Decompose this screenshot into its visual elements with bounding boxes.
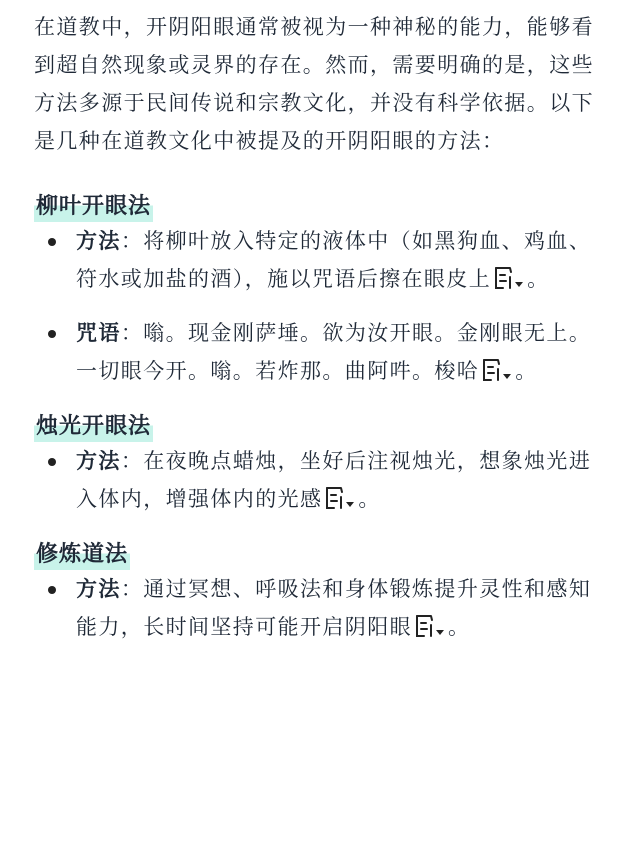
section-candlelight [34,412,610,518]
document-reference-icon[interactable] [481,358,513,382]
list-item [34,442,610,518]
list-item [34,222,610,298]
list-item [34,570,610,646]
item-text: 在夜晚点蜡烛，坐好后注视烛光，想象烛光进入体内，增强体内的光感 [76,449,592,511]
bullet-icon [48,238,56,246]
section-willow-leaf [34,192,610,390]
section-title: 烛光开眼法 [34,412,153,442]
item-end: 。 [515,359,538,383]
document-reference-icon[interactable] [324,486,356,510]
list-item [34,314,610,390]
item-text: 将柳叶放入特定的液体中（如黑狗血、鸡血、符水或加盐的酒），施以咒语后擦在眼皮上 [76,229,592,291]
document-reference-icon[interactable] [493,266,525,290]
intro-paragraph: 在道教中，开阴阳眼通常被视为一种神秘的能力，能够看到超自然现象或灵界的存在。然而，需要明确的是，这些方法多源于民间传说和宗教文化，并没有科学依据。以下是几种在道教文化中被提及的开阴阳眼的方法： [34,15,594,153]
item-separator: ： [120,229,144,253]
section-cultivation [34,540,610,646]
item-text: 通过冥想、呼吸法和身体锻炼提升灵性和感知能力，长时间坚持可能开启阴阳眼 [76,577,592,639]
item-separator: ： [120,577,144,601]
item-label: 方法 [76,577,121,601]
item-list [34,222,610,390]
bullet-icon [48,586,56,594]
item-text: 嗡。现金刚萨埵。欲为汝开眼。金刚眼无上。一切眼今开。嗡。若炸那。曲阿吽。梭哈 [76,321,592,383]
section-title: 修炼道法 [34,540,130,570]
item-end: 。 [448,615,471,639]
bullet-icon [48,330,56,338]
document-reference-icon[interactable] [414,614,446,638]
item-end: 。 [527,267,550,291]
bullet-icon [48,458,56,466]
item-separator: ： [120,321,144,345]
item-separator: ： [120,449,144,473]
item-list [34,570,610,646]
item-label: 方法 [76,449,121,473]
section-title: 柳叶开眼法 [34,192,153,222]
item-label: 方法 [76,229,121,253]
item-list [34,442,610,518]
item-end: 。 [358,487,381,511]
item-label: 咒语 [76,321,121,345]
